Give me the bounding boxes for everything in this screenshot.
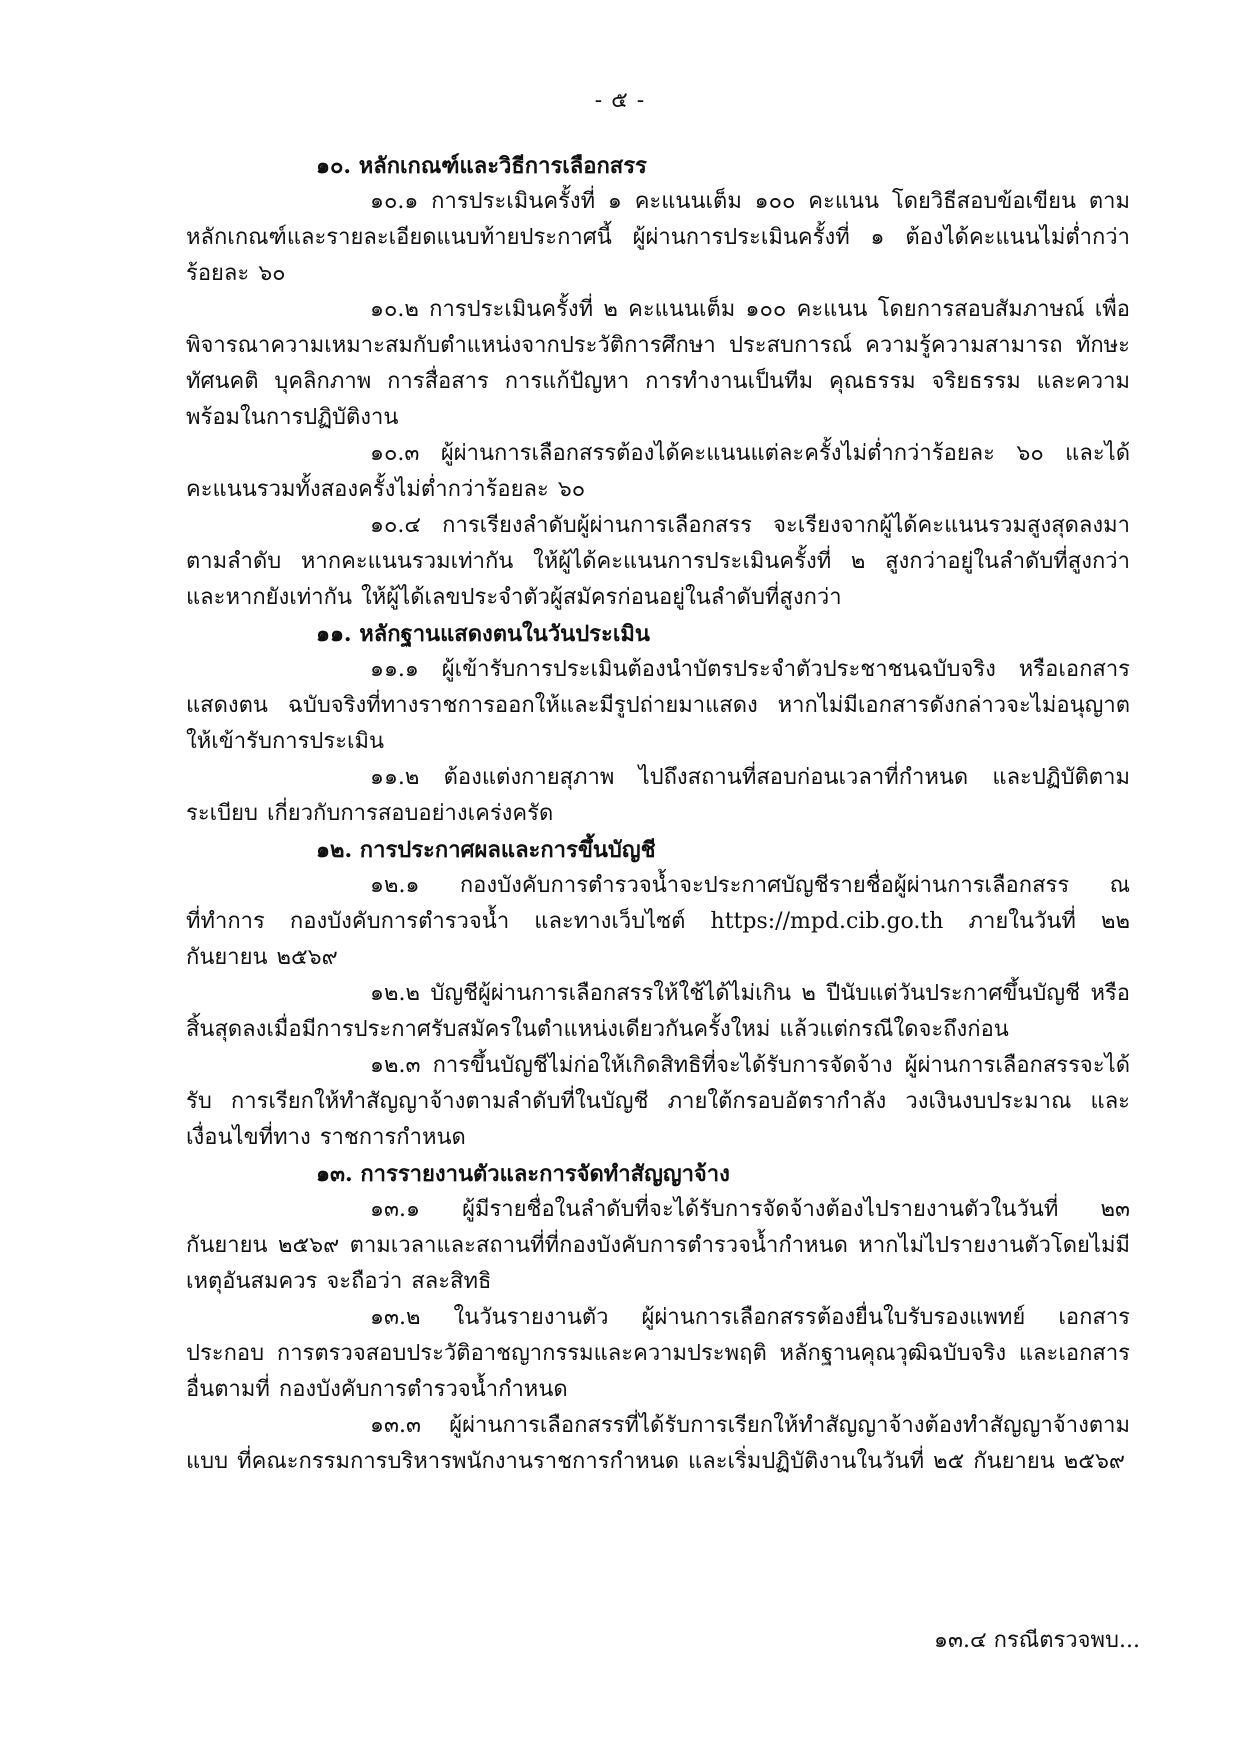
- paragraph-13-3: ๑๓.๓ ผู้ผ่านการเลือกสรรที่ได้รับการเรียกให้ทำสัญญาจ้างต้องทำสัญญาจ้างตามแบบ ที่คณะกรรมการบริหารพนักงานราชการกำหนด และเริ่มปฏิบัติงานในวันที่ ๒๕ กันยายน ๒๕๖๙: [186, 1413, 1130, 1474]
- paragraph-10-1: ๑๐.๑ การประเมินครั้งที่ ๑ คะแนนเต็ม ๑๐๐ คะแนน โดยวิธีสอบข้อเขียน ตามหลักเกณฑ์และรายละเอียดแนบท้ายประกาศนี้ ผู้ผ่านการประเมินครั้งที่ ๑ ต้องได้คะแนนไม่ต่ำกว่าร้อยละ ๖๐: [186, 189, 1130, 286]
- page-number: - ๕ -: [594, 88, 646, 113]
- paragraph-13-2: ๑๓.๒ ในวันรายงานตัว ผู้ผ่านการเลือกสรรต้องยื่นใบรับรองแพทย์ เอกสารประกอบ การตรวจสอบประวัติอาชญากรรมและความประพฤติ หลักฐานคุณวุฒิฉบับจริง และเอกสารอื่นตามที่ กองบังคับการตำรวจน้ำกำหนด: [186, 1305, 1130, 1402]
- paragraph-12-1: ๑๒.๑ กองบังคับการตำรวจน้ำจะประกาศบัญชีรายชื่อผู้ผ่านการเลือกสรร ณ ที่ทำการ กองบังคับการตำรวจน้ำ และทางเว็บไซต์ https://mpd.cib.go.th ภายในวันที่ ๒๒ กันยายน ๒๕๖๙: [186, 873, 1130, 970]
- paragraph-11-2: ๑๑.๒ ต้องแต่งกายสุภาพ ไปถึงสถานที่สอบก่อนเวลาที่กำหนด และปฏิบัติตามระเบียบ เกี่ยวกับการสอบอย่างเคร่งครัด: [186, 765, 1130, 826]
- document-body: [186, 148, 1130, 1480]
- paragraph-10-4: ๑๐.๔ การเรียงลำดับผู้ผ่านการเลือกสรร จะเรียงจากผู้ได้คะแนนรวมสูงสุดลงมาตามลำดับ หากคะแนนรวมเท่ากัน ให้ผู้ได้คะแนนการประเมินครั้งที่ ๒ สูงกว่าอยู่ในลำดับที่สูงกว่า และหากยังเท่ากัน ให้ผู้ได้เลขประจำตัวผู้สมัครก่อนอยู่ในลำดับที่สูงกว่า: [186, 513, 1130, 610]
- section-heading-12: ๑๒. การประกาศผลและการขึ้นบัญชี: [316, 837, 656, 863]
- paragraph-12-2: ๑๒.๒ บัญชีผู้ผ่านการเลือกสรรให้ใช้ได้ไม่เกิน ๒ ปีนับแต่วันประกาศขึ้นบัญชี หรือสิ้นสุดลงเมื่อมีการประกาศรับสมัครในตำแหน่งเดียวกันครั้งใหม่ แล้วแต่กรณีใดจะถึงก่อน: [186, 981, 1130, 1042]
- paragraph-10-3: ๑๐.๓ ผู้ผ่านการเลือกสรรต้องได้คะแนนแต่ละครั้งไม่ต่ำกว่าร้อยละ ๖๐ และได้คะแนนรวมทั้งสองครั้งไม่ต่ำกว่าร้อยละ ๖๐: [186, 441, 1130, 502]
- section-heading-13: ๑๓. การรายงานตัวและการจัดทำสัญญาจ้าง: [316, 1161, 730, 1187]
- section-heading-10: ๑๐. หลักเกณฑ์และวิธีการเลือกสรร: [316, 153, 647, 179]
- section-heading-11: ๑๑. หลักฐานแสดงตนในวันประเมิน: [316, 621, 650, 647]
- paragraph-13-1: ๑๓.๑ ผู้มีรายชื่อในลำดับที่จะได้รับการจัดจ้างต้องไปรายงานตัวในวันที่ ๒๓ กันยายน ๒๕๖๙ ตามเวลาและสถานที่ที่กองบังคับการตำรวจน้ำกำหนด หากไม่ไปรายงานตัวโดยไม่มีเหตุอันสมควร จะถือว่า สละสิทธิ: [186, 1197, 1130, 1294]
- paragraph-11-1: ๑๑.๑ ผู้เข้ารับการประเมินต้องนำบัตรประจำตัวประชาชนฉบับจริง หรือเอกสารแสดงตน ฉบับจริงที่ทางราชการออกให้และมีรูปถ่ายมาแสดง หากไม่มีเอกสารดังกล่าวจะไม่อนุญาตให้เข้ารับการประเมิน: [186, 657, 1130, 754]
- paragraph-12-3: ๑๒.๓ การขึ้นบัญชีไม่ก่อให้เกิดสิทธิที่จะได้รับการจัดจ้าง ผู้ผ่านการเลือกสรรจะได้รับ การเรียกให้ทำสัญญาจ้างตามลำดับที่ในบัญชี ภายใต้กรอบอัตรากำลัง วงเงินงบประมาณ และเงื่อนไขที่ทาง ราชการกำหนด: [186, 1053, 1130, 1150]
- paragraph-10-2: ๑๐.๒ การประเมินครั้งที่ ๒ คะแนนเต็ม ๑๐๐ คะแนน โดยการสอบสัมภาษณ์ เพื่อพิจารณาความเหมาะสมกับตำแหน่งจากประวัติการศึกษา ประสบการณ์ ความรู้ความสามารถ ทักษะ ทัศนคติ บุคลิกภาพ การสื่อสาร การแก้ปัญหา การทำงานเป็นทีม คุณธรรม จริยธรรม และความพร้อมในการปฏิบัติงาน: [186, 297, 1130, 430]
- continuation-note: ๑๓.๔ กรณีตรวจพบ...: [934, 1628, 1140, 1653]
